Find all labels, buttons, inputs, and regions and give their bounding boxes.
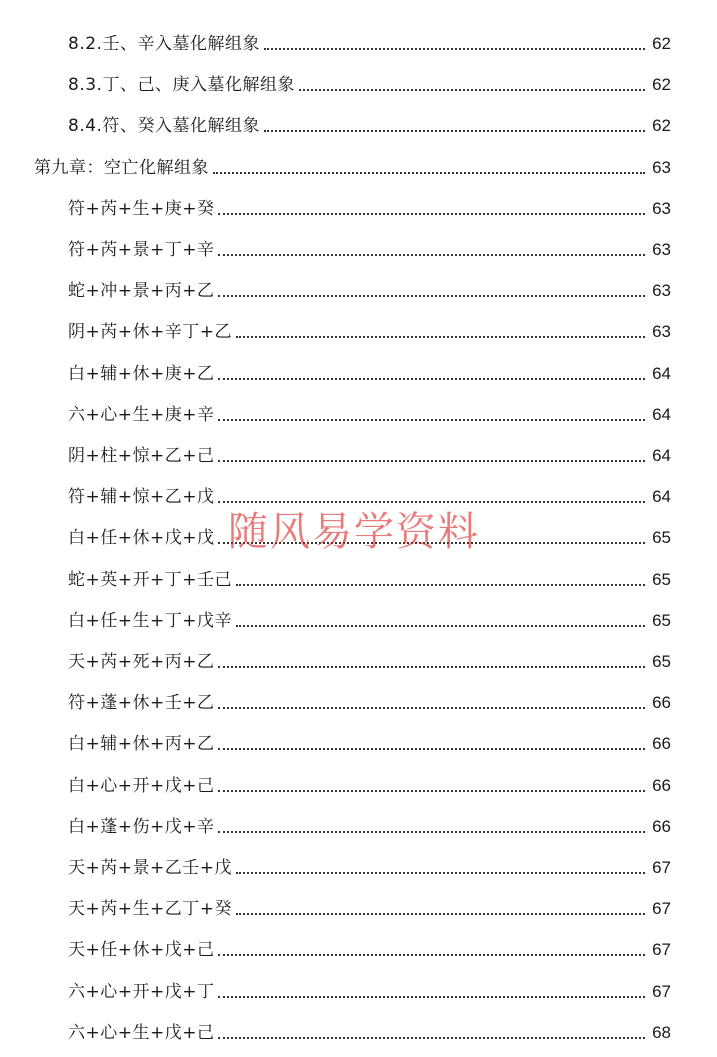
- toc-entry[interactable]: [0, 684, 717, 714]
- dot-leader: [236, 912, 645, 915]
- toc-entry[interactable]: [0, 25, 717, 55]
- dot-leader: [236, 624, 645, 627]
- toc-entry[interactable]: [0, 355, 717, 385]
- toc-entry-title: 蛇+英+开+丁+壬己: [68, 569, 232, 590]
- dot-leader: [218, 541, 645, 544]
- toc-entry-page-number: 63: [652, 322, 671, 342]
- dot-leader: [213, 171, 645, 174]
- toc-entry-page-number: 65: [652, 610, 671, 630]
- toc-entry-page-number: 63: [652, 157, 671, 177]
- toc-entry[interactable]: [0, 149, 717, 179]
- toc-entry-title: 第九章：空亡化解组象: [34, 157, 209, 178]
- toc-entry-title: 符+芮+景+丁+辛: [68, 240, 215, 260]
- toc-entry-page-number: 66: [652, 816, 671, 836]
- toc-entry[interactable]: [0, 561, 717, 591]
- toc-entry-title: 六+心+生+戊+己: [68, 1022, 215, 1043]
- toc-entry-title: 阴+柱+惊+乙+己: [68, 446, 215, 466]
- toc-entry-title: 白+蓬+伤+戊+辛: [68, 816, 215, 837]
- dot-leader: [218, 500, 645, 503]
- toc-entry-title: 白+辅+休+丙+乙: [68, 734, 215, 755]
- toc-entry-page-number: 66: [652, 775, 671, 795]
- dot-leader: [218, 294, 645, 297]
- toc-entry[interactable]: [0, 973, 717, 1003]
- dot-leader: [218, 747, 645, 750]
- dot-leader: [264, 47, 645, 50]
- toc-entry[interactable]: [0, 1014, 717, 1044]
- toc-entry-title: 符+辅+惊+乙+戊: [68, 487, 215, 508]
- toc-entry-page-number: 63: [652, 281, 671, 301]
- dot-leader: [264, 129, 645, 132]
- toc-entry-page-number: 62: [652, 34, 671, 53]
- toc-entry-title: 白+任+休+戊+戊: [68, 528, 215, 549]
- toc-entry-page-number: 63: [652, 240, 671, 259]
- toc-entry[interactable]: [0, 808, 717, 838]
- toc-entry-page-number: 65: [652, 652, 671, 671]
- toc-entry-title: 白+任+生+丁+戊辛: [68, 610, 232, 631]
- dot-leader: [218, 995, 645, 998]
- toc-entry-title: 8.2.壬、辛入墓化解组象: [68, 34, 260, 54]
- toc-entry-title: 天+任+休+戊+己: [68, 940, 215, 961]
- dot-leader: [218, 706, 645, 709]
- toc-entry-title: 白+心+开+戊+己: [68, 775, 215, 796]
- toc-entry-title: 蛇+冲+景+丙+乙: [68, 281, 215, 302]
- toc-entry[interactable]: [0, 190, 717, 220]
- dot-leader: [299, 88, 645, 91]
- dot-leader: [218, 830, 645, 833]
- toc-entry[interactable]: [0, 313, 717, 343]
- dot-leader: [236, 871, 645, 874]
- toc-entry-title: 阴+芮+休+辛丁+乙: [68, 322, 232, 343]
- toc-entry[interactable]: [0, 437, 717, 467]
- toc-entry-title: 六+心+生+庚+辛: [68, 404, 215, 425]
- toc-entry-page-number: 62: [652, 116, 671, 136]
- toc-entry-page-number: 64: [652, 404, 671, 424]
- toc-entry-page-number: 64: [652, 363, 671, 383]
- toc-entry-page-number: 67: [652, 940, 671, 960]
- toc-entry-page-number: 65: [652, 528, 671, 548]
- dot-leader: [218, 253, 645, 256]
- toc-entry[interactable]: [0, 231, 717, 261]
- toc-entry[interactable]: [0, 890, 717, 920]
- dot-leader: [236, 583, 645, 586]
- watermark: 随风易学资料: [228, 509, 480, 555]
- toc-entry-page-number: 63: [652, 198, 671, 218]
- toc-entry[interactable]: [0, 767, 717, 797]
- toc-entry[interactable]: [0, 602, 717, 632]
- toc-entry-title: 天+芮+景+乙壬+戊: [68, 858, 232, 878]
- dot-leader: [218, 377, 645, 380]
- toc-entry-title: 8.3.丁、己、庚入墓化解组象: [68, 75, 295, 96]
- toc-entry[interactable]: [0, 849, 717, 879]
- dot-leader: [218, 665, 645, 668]
- toc-entry-title: 天+芮+死+丙+乙: [68, 652, 215, 672]
- toc-entry-page-number: 68: [652, 1022, 671, 1042]
- toc-entry-page-number: 64: [652, 446, 671, 465]
- toc-entry-page-number: 64: [652, 487, 671, 507]
- toc-entry-page-number: 62: [652, 75, 671, 95]
- dot-leader: [218, 418, 645, 421]
- dot-leader: [218, 953, 645, 956]
- dot-leader: [236, 335, 645, 338]
- dot-leader: [218, 459, 645, 462]
- toc-entry-title: 符+蓬+休+壬+乙: [68, 693, 215, 714]
- toc-entry[interactable]: [0, 519, 717, 549]
- toc-entry[interactable]: [0, 931, 717, 961]
- toc-entry-page-number: 67: [652, 899, 671, 919]
- toc-entry[interactable]: [0, 478, 717, 508]
- toc-entry[interactable]: [0, 396, 717, 426]
- toc-entry-page-number: 66: [652, 734, 671, 754]
- toc-entry-title: 符+芮+生+庚+癸: [68, 198, 215, 219]
- dot-leader: [218, 212, 645, 215]
- toc-entry[interactable]: [0, 725, 717, 755]
- toc-entry[interactable]: [0, 643, 717, 673]
- toc-entry[interactable]: [0, 272, 717, 302]
- toc-entry[interactable]: [0, 66, 717, 96]
- toc-entry-title: 六+心+开+戊+丁: [68, 981, 215, 1002]
- toc-entry-page-number: 66: [652, 693, 671, 713]
- dot-leader: [218, 1036, 645, 1039]
- toc-entry[interactable]: [0, 107, 717, 137]
- dot-leader: [218, 789, 645, 792]
- toc-entry-page-number: 67: [652, 981, 671, 1001]
- toc-entry-title: 8.4.符、癸入墓化解组象: [68, 116, 260, 137]
- toc-entry-page-number: 65: [652, 569, 671, 589]
- toc-entry-title: 白+辅+休+庚+乙: [68, 363, 215, 384]
- toc-entry-title: 天+芮+生+乙丁+癸: [68, 899, 232, 920]
- toc-entry-page-number: 67: [652, 858, 671, 877]
